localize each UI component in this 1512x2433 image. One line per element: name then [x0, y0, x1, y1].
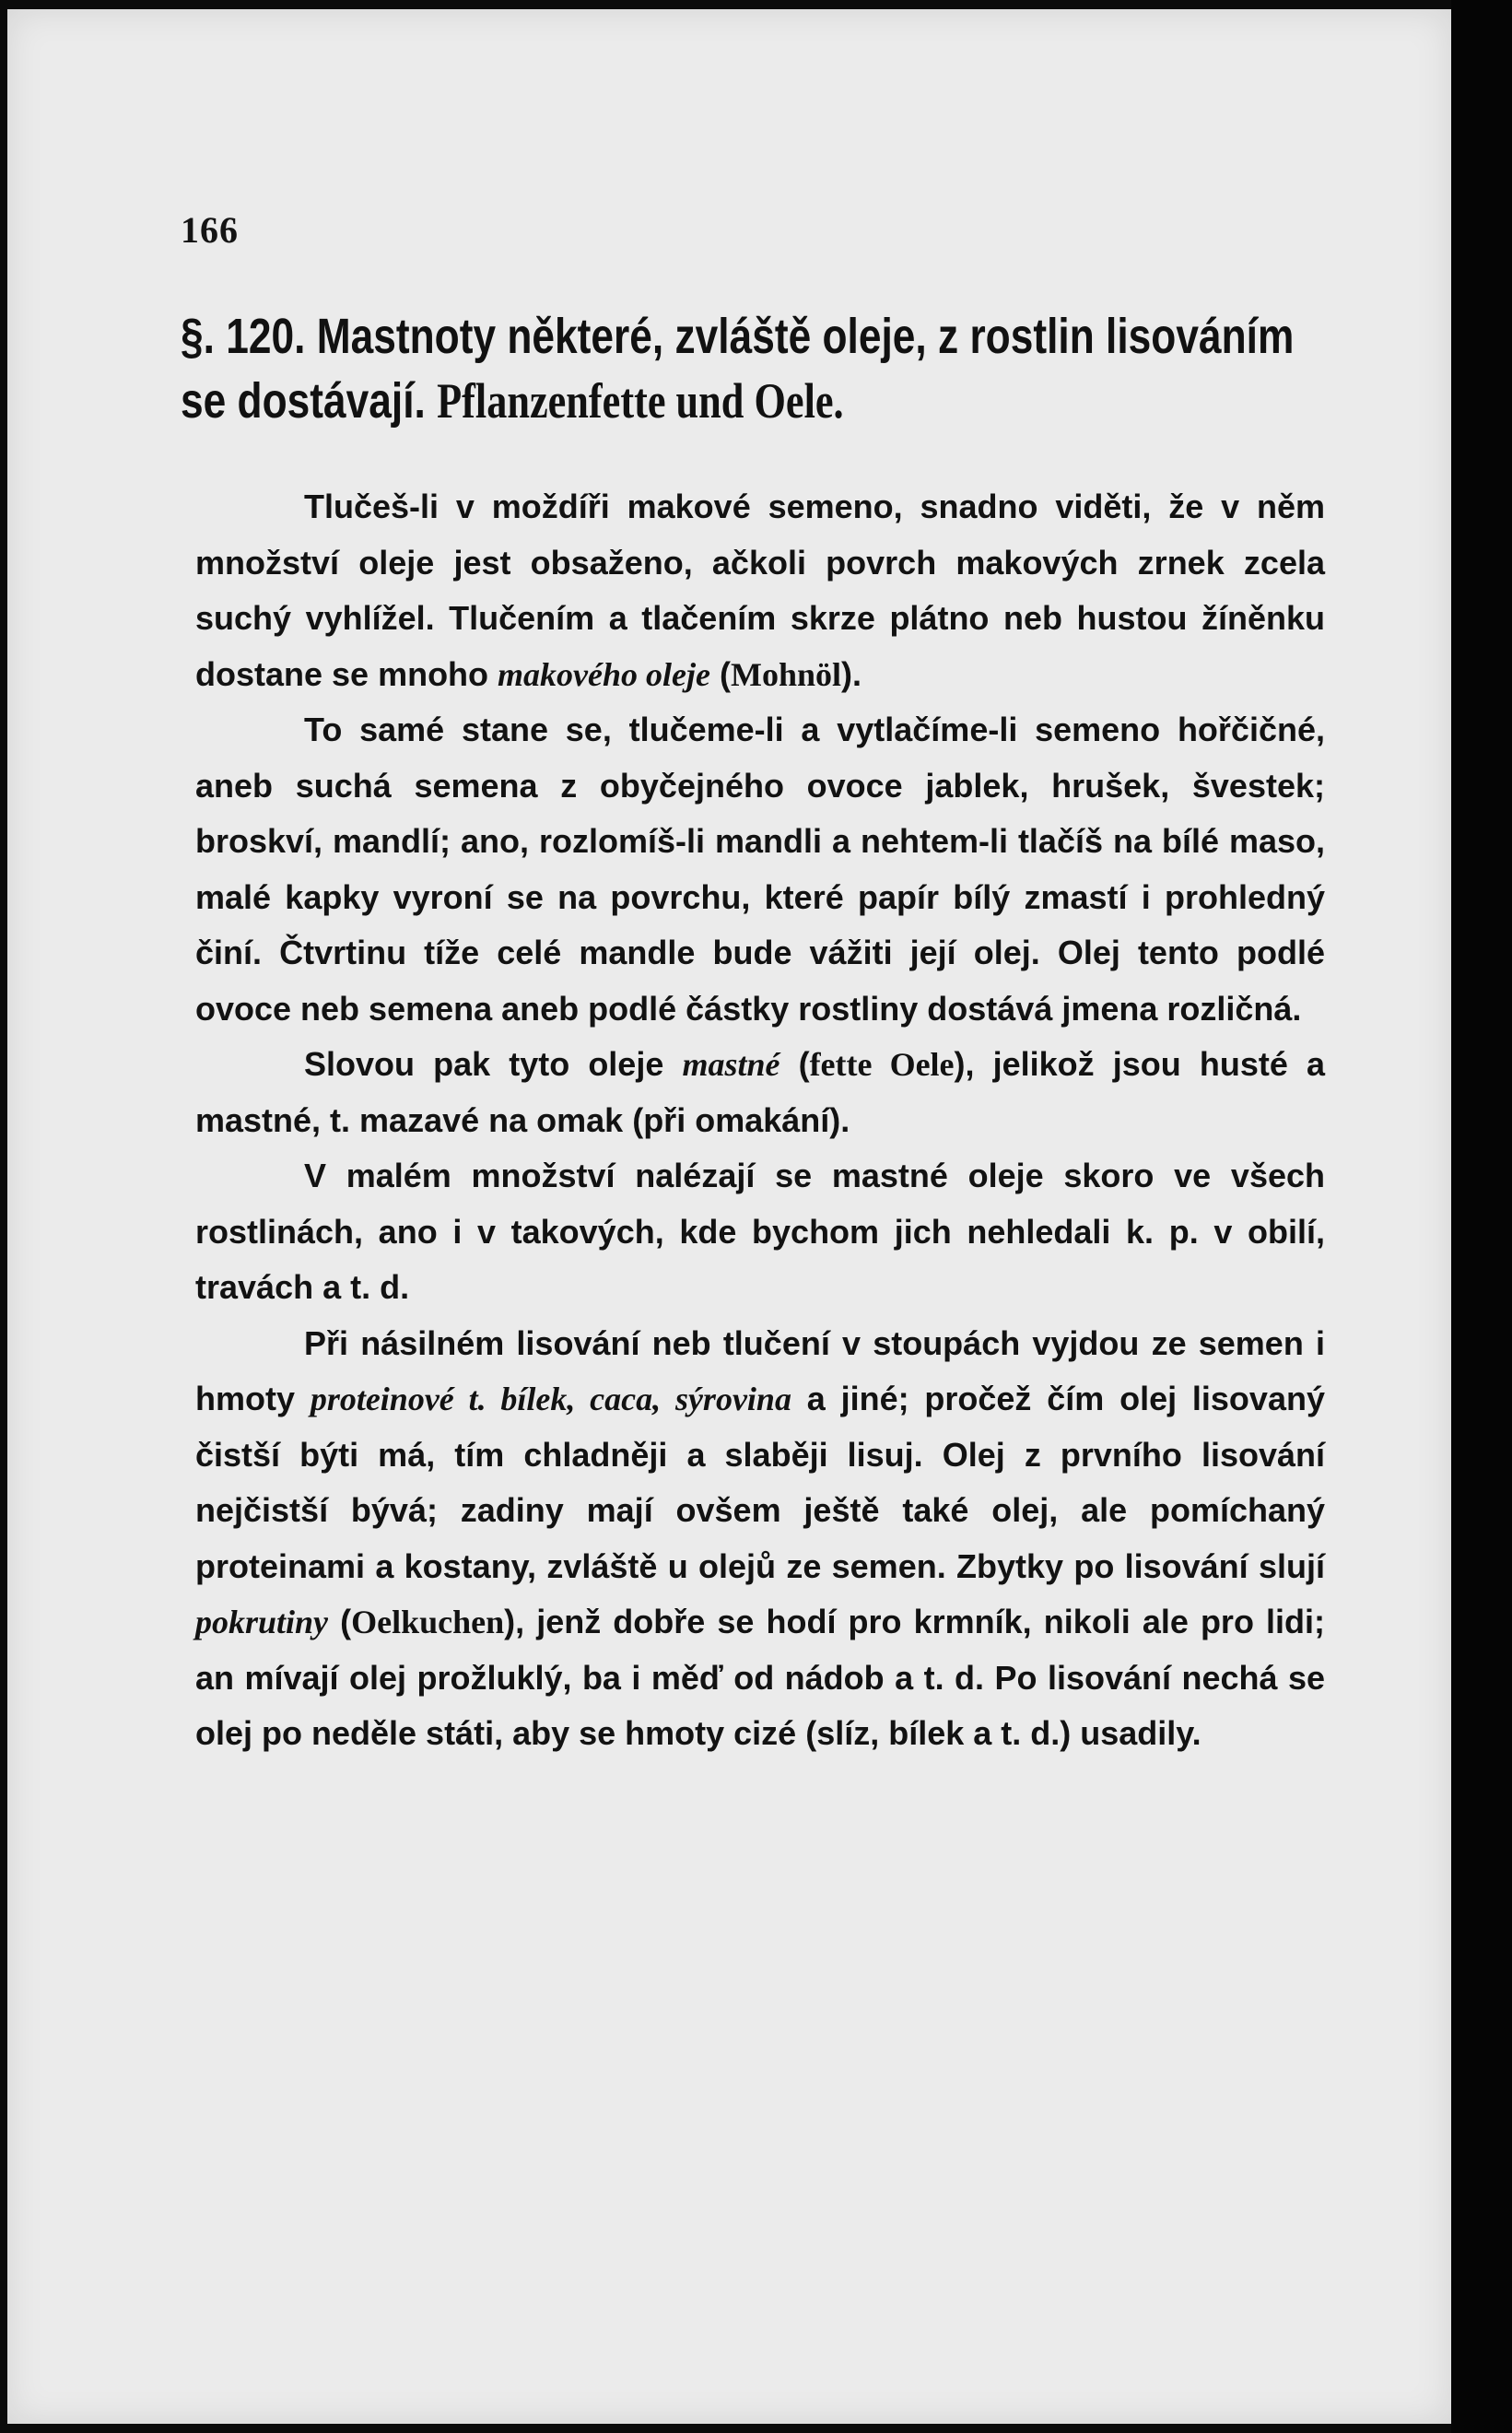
section-heading — [181, 304, 1321, 433]
scan-border — [1451, 0, 1512, 2433]
paragraph-1-italic: makového oleje — [498, 655, 710, 693]
paragraph-5-text-3: ( — [328, 1603, 352, 1640]
paragraph-5-text: Při násilném lisování neb tlučení v stoupách vyjdou ze semen i hmoty — [195, 1323, 1325, 1417]
paragraph-2-text: To samé stane se, tlučeme-li a vytlačíme-li semeno hořčičné, aneb suchá semena z obyčejného ovoce jablek, hrušek, švestek; broskví, mandlí; ano, rozlomíš-li mandli a nehtem-li tlačíš na bílé maso, malé kapky vyroní se na povrchu, které papír bílý zmastí i prohledný činí. Čtvrtinu tíže celé mandle bude vážiti její olej. Olej tento podlé ovoce neb semena aneb podlé částky rostliny dostává jmena rozličná. — [195, 711, 1325, 1028]
paragraph-5-text-4: ), jenž dobře se hodí pro krmník, nikoli ale pro lidi; an mívají olej prožluklý, ba i měď od nádob a t. d. Po lisování nechá se olej po neděle státi, aby se hmoty cizé (slíz, bílek a t. d.) usadily. — [195, 1603, 1325, 1752]
paragraph-5-text-2: a jiné; pročež čím olej lisovaný čistší býti má, tím chladněji a slaběji lisuj. Olej z prvního lisování nejčistší bývá; zadiny mají ovšem ještě také olej, ale pomíchaný proteinami a kostany, zvláště u olejů ze semen. Zbytky po lisování slují — [195, 1380, 1325, 1585]
paragraph-4-text: V malém množství nalézají se mastné oleje skoro ve všech rostlinách, ano i v takových, kde bychom jich nehledali k. p. v obilí, travách a t. d. — [195, 1157, 1325, 1306]
paragraph-5-german: Oelkuchen — [351, 1604, 505, 1640]
paragraph-3 — [195, 1037, 1325, 1148]
paragraph-4 — [195, 1148, 1325, 1316]
paragraph-3-text: Slovou pak tyto oleje — [304, 1045, 683, 1083]
paragraph-1-german: Mohnöl — [731, 655, 842, 693]
section-title: §. 120. Mastnoty některé, zvláště oleje, z rostlin lisováním se dostávají. — [181, 309, 1295, 429]
paragraph-5 — [195, 1316, 1325, 1762]
paragraph-1 — [195, 479, 1325, 702]
page-number: 166 — [181, 209, 239, 251]
paragraph-1-text: Tlučeš-li v moždíři makové semeno, snadno viděti, že v něm množství oleje jest obsaženo, ačkoli povrch makových zrnek zcela suchý vyhlížel. Tlučením a tlačením skrze plátno neb hustou žíněnku dostane se mnoho — [195, 488, 1325, 693]
paragraph-1-text-3: ). — [841, 654, 862, 693]
paragraph-3-text-2: ( — [779, 1045, 810, 1083]
paragraph-3-italic: mastné — [682, 1046, 780, 1083]
paragraph-2 — [195, 702, 1325, 1037]
paragraph-1-text-2: ( — [710, 654, 731, 693]
body-text — [195, 479, 1325, 1762]
paragraph-5-italic: proteinové t. bílek, caca, sýrovina — [310, 1381, 791, 1417]
paragraph-3-german: fette Oele — [809, 1046, 955, 1083]
paragraph-5-italic-2: pokrutiny — [195, 1604, 329, 1640]
book-page — [7, 9, 1451, 2424]
paragraph-3-text-3: ), jelikož jsou husté a mastné, t. mazavé na omak (při omakání). — [195, 1045, 1325, 1139]
section-german-title: Pflanzenfette und Oele. — [437, 373, 844, 429]
